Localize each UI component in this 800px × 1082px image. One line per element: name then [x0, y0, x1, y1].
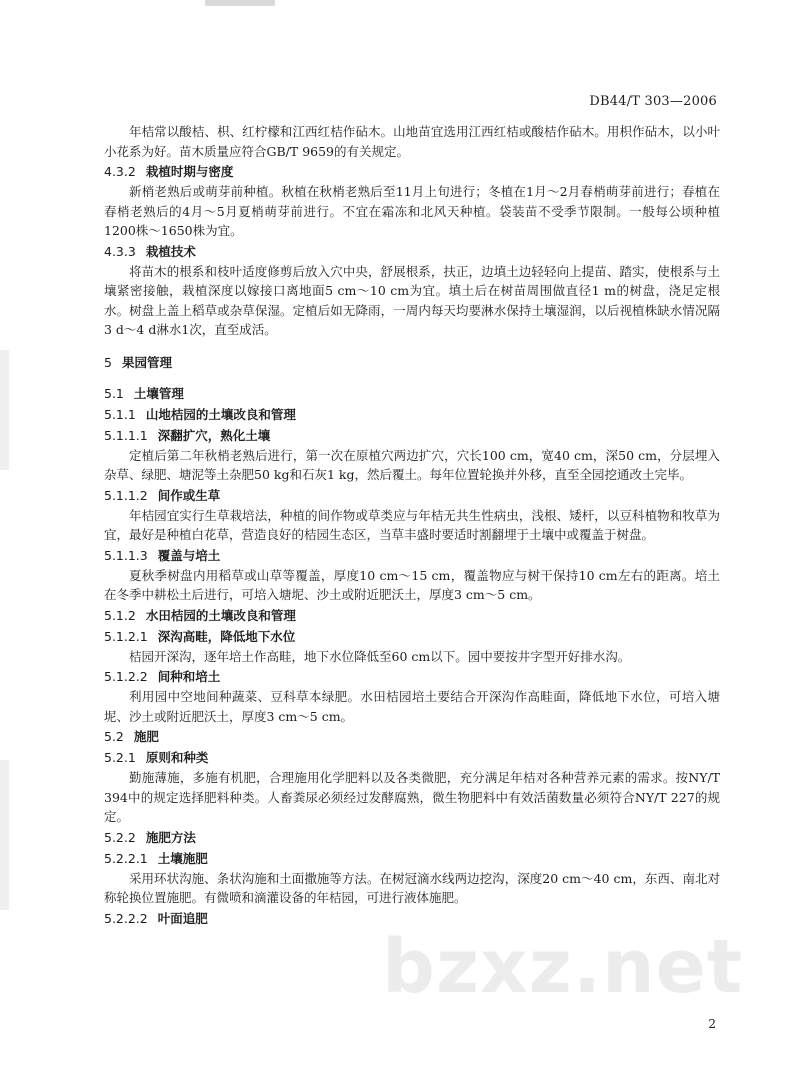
- section-heading: [104, 848, 720, 869]
- section-number: 5.1.1.2: [104, 487, 148, 503]
- section-title: 间种和培土: [157, 669, 221, 684]
- section-number: 5.1.2.2: [104, 669, 148, 684]
- section-title: 施肥方法: [145, 829, 196, 845]
- section-number: 5.1: [104, 385, 124, 401]
- section-heading: [104, 485, 720, 506]
- scan-edge-shadow: [0, 760, 9, 910]
- section-number: 5.1.2: [104, 607, 136, 623]
- body-paragraph: 桔园开深沟，逐年培土作高畦，地下水位降低至60 cm以下。园中要按井字型开好排水沟。: [129, 648, 631, 664]
- body-paragraph: 勤施薄施，多施有机肥，合理施用化学肥料以及各类微肥，充分满足年桔对各种营养元素的需求。按NY/T 394中的规定选择肥料种类。人畜粪尿必须经过发酵腐熟，微生物肥料中有效活菌数量必须符合NY/T 227的规定。: [104, 770, 720, 824]
- section-number: 5: [104, 354, 112, 370]
- body-paragraph: 年桔常以酸桔、枳、红柠檬和江西红桔作砧木。山地苗宜选用江西红桔或酸桔作砧木。用枳作砧木，以小叶小花系为好。苗木质量应符合GB/T 9659的有关规定。: [104, 124, 720, 159]
- section-number: 5.1.1.3: [104, 547, 148, 563]
- page-number: 2: [708, 1017, 716, 1031]
- section-heading: [104, 425, 720, 446]
- section-heading: [104, 726, 720, 747]
- body-paragraph: 采用环状沟施、条状沟施和土面撒施等方法。在树冠滴水线两边挖沟，深度20 cm～40 cm，东西、南北对称轮换位置施肥。有微喷和滴灌设备的年桔园，可进行液体施肥。: [104, 870, 720, 905]
- section-number: 5.1.1.1: [104, 427, 148, 443]
- section-title: 果园管理: [121, 354, 172, 370]
- section-title: 覆盖与培土: [157, 547, 221, 563]
- section-title: 水田桔园的土壤改良和管理: [145, 607, 296, 623]
- section-number: 5.1.2.1: [104, 628, 148, 644]
- body-paragraph: 利用园中空地间种蔬菜、豆科草本绿肥。水田桔园培土要结合开深沟作高畦面，降低地下水位，可培入塘坭、沙土或附近肥沃土，厚度3 cm～5 cm。: [104, 689, 720, 724]
- section-heading: [104, 545, 720, 566]
- section-number: 5.2.2.1: [104, 850, 148, 866]
- section-heading: [104, 383, 720, 404]
- section-title: 栽植时期与密度: [145, 164, 234, 179]
- watermark: bzxz.net: [382, 924, 744, 1010]
- section-number: 5.2.1: [104, 750, 136, 765]
- section-heading: [104, 161, 720, 182]
- section-heading: [104, 747, 720, 768]
- section-number: 4.3.2: [104, 164, 136, 179]
- section-number: 5.2.2.2: [104, 910, 148, 926]
- section-heading: [104, 827, 720, 848]
- section-heading: [104, 241, 720, 262]
- section-title: 叶面追肥: [157, 910, 208, 926]
- section-title: 原则和种类: [145, 750, 209, 765]
- section-heading: [104, 352, 720, 373]
- section-heading: [104, 626, 720, 647]
- section-number: 5.1.1: [104, 406, 136, 422]
- section-title: 深沟高畦，降低地下水位: [157, 628, 296, 644]
- standard-code: DB44/T 303—2006: [589, 94, 717, 109]
- scan-edge-shadow: [0, 350, 9, 470]
- body-paragraph: 新梢老熟后或萌芽前种植。秋植在秋梢老熟后至11月上旬进行；冬植在1月～2月春梢萌芽前进行；春植在春梢老熟后的4月～5月夏梢萌芽前进行。不宜在霜冻和北风天种植。袋装苗不受季节限制。一般每公顷种植1200株～1650株为宜。: [104, 184, 720, 238]
- section-title: 栽植技术: [145, 243, 196, 259]
- section-title: 土壤施肥: [157, 850, 208, 866]
- document-body: [104, 122, 720, 929]
- top-edge-mark: [205, 0, 275, 6]
- section-heading: [104, 666, 720, 687]
- section-title: 间作或生草: [157, 487, 221, 503]
- section-heading: [104, 404, 720, 425]
- body-paragraph: 定植后第二年秋梢老熟后进行，第一次在原植穴两边扩穴，穴长100 cm，宽40 cm，深50 cm，分层埋入杂草、绿肥、塘泥等土杂肥50 kg和石灰1 kg，然后覆土。每年位置轮换并外移，直至全园挖通改土完毕。: [104, 447, 720, 482]
- section-title: 施肥: [133, 729, 159, 744]
- section-title: 土壤管理: [133, 385, 184, 401]
- body-paragraph: 年桔园宜实行生草栽培法，种植的间作物或草类应与年桔无共生性病虫，浅根、矮杆，以豆科植物和牧草为宜，最好是种植白花草，营造良好的桔园生态区，当草丰盛时要适时割翻埋于土壤中或覆盖于树盘。: [104, 507, 720, 542]
- body-paragraph: 夏秋季树盘内用稻草或山草等覆盖，厚度10 cm～15 cm，覆盖物应与树干保持10 cm左右的距离。培土在冬季中耕松土后进行，可培入塘坭、沙土或附近肥沃土，厚度3 cm～5 cm。: [104, 567, 720, 602]
- body-paragraph: 将苗木的根系和枝叶适度修剪后放入穴中央，舒展根系，扶正，边填土边轻轻向上提苗、踏实，使根系与土壤紧密接触，栽植深度以嫁接口离地面5 cm～10 cm为宜。填土后在树苗周围做直径1 m的树盘，浇足定根水。树盘上盖上稻草或杂草保湿。定植后如无降雨，一周内每天均要淋水保持土壤湿润，以后视植株缺水情况隔3 d～4 d淋水1次，直至成活。: [104, 263, 720, 337]
- section-title: 深翻扩穴，熟化土壤: [157, 427, 271, 443]
- section-number: 5.2: [104, 729, 124, 744]
- section-title: 山地桔园的土壤改良和管理: [145, 406, 296, 422]
- section-number: 4.3.3: [104, 243, 136, 259]
- section-heading: [104, 605, 720, 626]
- section-number: 5.2.2: [104, 829, 136, 845]
